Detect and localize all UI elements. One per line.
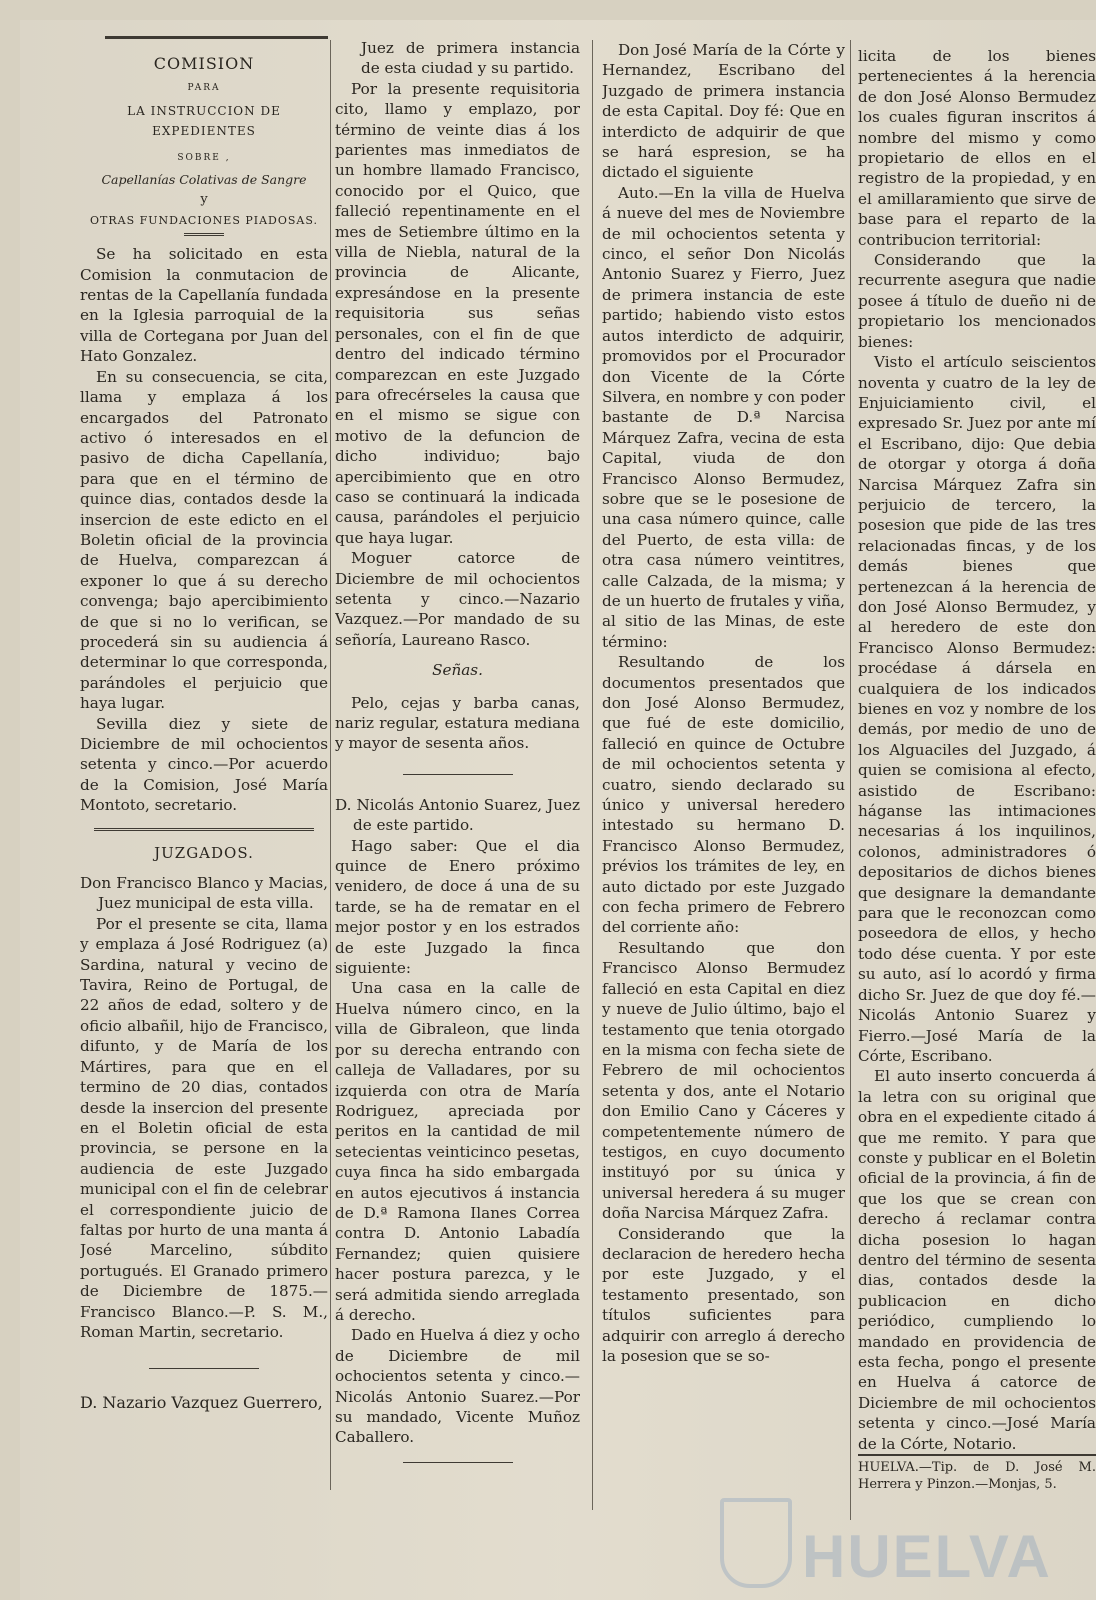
- commission-line-1: LA INSTRUCCION DE EXPEDIENTES: [127, 103, 281, 139]
- top-rule: [105, 36, 328, 39]
- section-rule: [403, 1462, 513, 1463]
- paragraph-heading: D. Nazario Vazquez Guerrero,: [80, 1393, 323, 1413]
- paragraph: Una casa en la calle de Huelva número cinco, en la villa de Gibraleon, que linda por su derecha entrando con calleja de Valladares, por su izquierda con otra de María Rodriguez, apreciada por peritos en la cantidad de mil setecientas veinticinco pesetas, cuya finca ha sido embargada en autos ejecutivos á instancia de D.ª Ramona Ilanes Correa contra D. Antonio Labadía Fernandez; quien quisiere hacer postura parezca, y le será admitida siendo arreglada á derecho.: [335, 979, 580, 1324]
- paragraph: Don José María de la Córte y Hernandez, Escribano del Juzgado de primera instancia de esta Capital. Doy fé: Que en interdicto de adquirir de que se hará espresion, se ha dictado el siguiente: [602, 41, 845, 182]
- commission-line-3: OTRAS FUNDACIONES PIADOSAS.: [89, 213, 319, 227]
- paragraph: Auto.—En la villa de Huelva á nueve del mes de Noviembre de mil ochocientos setenta y cinco, el señor Don Nicolás Antonio Suarez y Fierro, Juez de primera instancia de este partido; habiendo visto estos autos interdicto de adquirir, promovidos por el Procurador don Vicente de la Córte Silvera, en nombre y con poder bastante de D.ª Narcisa Márquez Zafra, vecina de esta Capital, viuda de don Francisco Alonso Bermudez, sobre que se le posesione de una casa número quince, calle del Puerto, de esta villa: de otra casa número veintitres, calle Calzada, de la misma; y de un huerto de frutales y viña, al sitio de las Minas, de este término:: [602, 183, 845, 651]
- paragraph: Juez de primera instancia de esta ciudad y su partido.: [361, 39, 580, 78]
- paragraph: Moguer catorce de Diciembre de mil ochocientos setenta y cinco.—Nazario Vazquez.—Por mandado de su señoría, Laureano Rasco.: [335, 549, 580, 649]
- senas-heading: Señas.: [432, 661, 483, 680]
- paragraph: licita de los bienes pertenecientes á la herencia de don José Alonso Bermudez los cuales figuran inscritos á nombre del mismo y como propietario de ellos en el registro de la propiedad, y en el amillaramiento que sirve de base para el reparto de la contribucion territorial:: [858, 47, 1096, 249]
- watermark: [720, 1488, 1050, 1598]
- section-rule: [149, 1368, 259, 1369]
- imprint: HUELVA.—Tip. de D. José M. Herrera y Pinzon.—Monjas, 5.: [858, 1454, 1096, 1493]
- column-2: [335, 38, 580, 1600]
- paragraph: Considerando que la recurrente asegura que nadie posee á título de dueño ni de propietario los mencionados bienes:: [858, 251, 1096, 351]
- column-rule: [592, 40, 593, 1510]
- section-rule: [94, 828, 314, 831]
- paragraph: Por el presente se cita, llama y emplaza á José Rodriguez (a) Sardina, natural y vecino de Tavira, Reino de Portugal, de 22 años de edad, soltero y de oficio albañil, hijo de Francisco, difunto, y de María de los Mártires, para que en el termino de 20 dias, contados desde la insercion del presente en el Boletin oficial de esta provincia, se persone en la audiencia de este Juzgado municipal con el fin de celebrar el correspondiente juicio de faltas por hurto de una manta á José Marcelino, súbdito portugués. El Granado primero de Diciembre de 1875.—Francisco Blanco.—P. S. M., Roman Martin, secretario.: [80, 914, 328, 1341]
- paragraph: Se ha solicitado en esta Comision la conmutacion de rentas de la Capellanía fundada en la Iglesia parroquial de la villa de Cortegana por Juan del Hato Gonzalez.: [80, 245, 328, 366]
- newspaper-page: [20, 20, 1096, 1600]
- column-3: [602, 40, 845, 1600]
- paragraph: Por la presente requisitoria cito, llamo y emplazo, por término de veinte dias á los parientes mas inmediatos de un hombre llamado Francisco, conocido por el Quico, que falleció repentinamente en el mes de Setiembre último en la villa de Niebla, natural de la provincia de Alicante, expresándose en la presente requisitoria sus señas personales, con el fin de que dentro del indicado término comparezcan en este Juzgado para ofrecérseles la causa que en el mismo se sigue con motivo de la defuncion de dicho individuo; bajo apercibimiento que en otro caso se continuará la indicada causa, parándoles el perjuicio que haya lugar.: [335, 79, 580, 547]
- paragraph: Sevilla diez y siete de Diciembre de mil ochocientos setenta y cinco.—Por acuerdo de la Comision, José María Montoto, secretario.: [80, 714, 328, 815]
- paragraph: Dado en Huelva á diez y ocho de Diciembre de mil ochocientos setenta y cinco.—Nicolás Antonio Suarez.—Por su mandado, Vicente Muñoz Caballero.: [335, 1326, 580, 1447]
- commission-y: y: [200, 192, 208, 208]
- juzgados-heading: JUZGADOS.: [154, 843, 254, 862]
- paragraph: Visto el artículo seiscientos noventa y cuatro de la ley de Enjuiciamiento civil, el expresado Sr. Juez por ante mí el Escribano, dijo: Que debia de otorgar y otorga á doña Narcisa Márquez Zafra sin perjuicio de tercero, la posesion que pide de las tres relacionadas fincas, y de los demás bienes que pertenezcan á la herencia de don José Alonso Bermudez, y al heredero de este don Francisco Alonso Bermudez: procédase á dársela en cualquiera de los indicados bienes en voz y nombre de los demás, por medio de uno de los Alguaciles del Juzgado, á quien se comisiona al efecto, asistido de Escribano: háganse las intimaciones necesarias á los inquilinos, colonos, administradores ó depositarios de dichos bienes que designare la demandante para que le reconozcan como poseedora de ellos, y hecho todo dése cuenta. Y por este su auto, así lo acordó y firma dicho Sr. Juez de que doy fé.—Nicolás Antonio Suarez y Fierro.—José María de la Córte, Escribano.: [858, 353, 1096, 1065]
- paragraph: En su consecuencia, se cita, llama y emplaza á los encargados del Patronato activo ó interesados en el pasivo de dicha Capellanía, para que en el término de quince dias, contados desde la insercion de este edicto en el Boletin oficial de la provincia de Huelva, comparezcan á exponer lo que á su derecho convenga; bajo apercibimiento de que si no lo verifican, se procederá sin su audiencia á determinar lo que corresponda, parándoles el perjuicio que haya lugar.: [80, 367, 328, 713]
- ornament-rule: [184, 233, 224, 236]
- paragraph: Resultando que don Francisco Alonso Bermudez falleció en esta Capital en diez y nueve de Julio último, bajo el testamento que tenia otorgado en la misma con fecha siete de Febrero de mil ochocientos setenta y dos, ante el Notario don Emilio Cano y Cáceres y competentemente número de testigos, en cuyo documento instituyó por su única y universal heredera á su muger doña Narcisa Márquez Zafra.: [602, 938, 845, 1223]
- section-rule: [403, 774, 513, 775]
- paragraph: Considerando que la declaracion de heredero hecha por este Juzgado, y el testamento presentado, son títulos suficientes para adquirir con arreglo á derecho la posesion que se so-: [602, 1224, 845, 1365]
- paragraph-heading: Don Francisco Blanco y Macias, Juez municipal de esta villa.: [80, 874, 328, 913]
- commission-para: PARA: [187, 83, 221, 94]
- column-rule: [850, 40, 851, 1520]
- commission-sobre: SOBRE ,: [177, 152, 231, 163]
- commission-line-2: Capellanías Colativas de Sangre: [101, 172, 307, 188]
- column-1: [80, 50, 328, 1600]
- shield-icon: [720, 1498, 792, 1588]
- paragraph: Pelo, cejas y barba canas, nariz regular, estatura mediana y mayor de sesenta años.: [335, 693, 580, 753]
- commission-title: COMISION: [153, 54, 255, 73]
- paragraph-heading: D. Nicolás Antonio Suarez, Juez de este partido.: [335, 795, 580, 835]
- column-rule: [330, 40, 331, 1490]
- column-4: [858, 46, 1096, 1600]
- paragraph: Hago saber: Que el dia quince de Enero próximo venidero, de doce á una de su tarde, se ha de rematar en el mejor postor y en los estrados de este Juzgado la finca siguiente:: [335, 836, 580, 978]
- paragraph: El auto inserto concuerda á la letra con su original que obra en el expediente citado á que me remito. Y para que conste y publicar en el Boletin oficial de la provincia, á fin de que los que se crean con derecho á reclamar contra dicha posesion lo hagan dentro del término de sesenta dias, contados desde la publicacion en dicho periódico, cumpliendo lo mandado en providencia de esta fecha, pongo el presente en Huelva á catorce de Diciembre de mil ochocientos setenta y cinco.—José María de la Córte, Notario.: [858, 1067, 1096, 1453]
- watermark-text: HUELVA: [802, 1523, 1052, 1590]
- paragraph: Resultando de los documentos presentados que don José Alonso Bermudez, que fué de este domicilio, falleció en quince de Octubre de mil ochocientos setenta y cuatro, siendo declarado su único y universal heredero intestado su hermano D. Francisco Alonso Bermudez, prévios los trámites de ley, en auto dictado por este Juzgado con fecha primero de Febrero del corriente año:: [602, 653, 845, 937]
